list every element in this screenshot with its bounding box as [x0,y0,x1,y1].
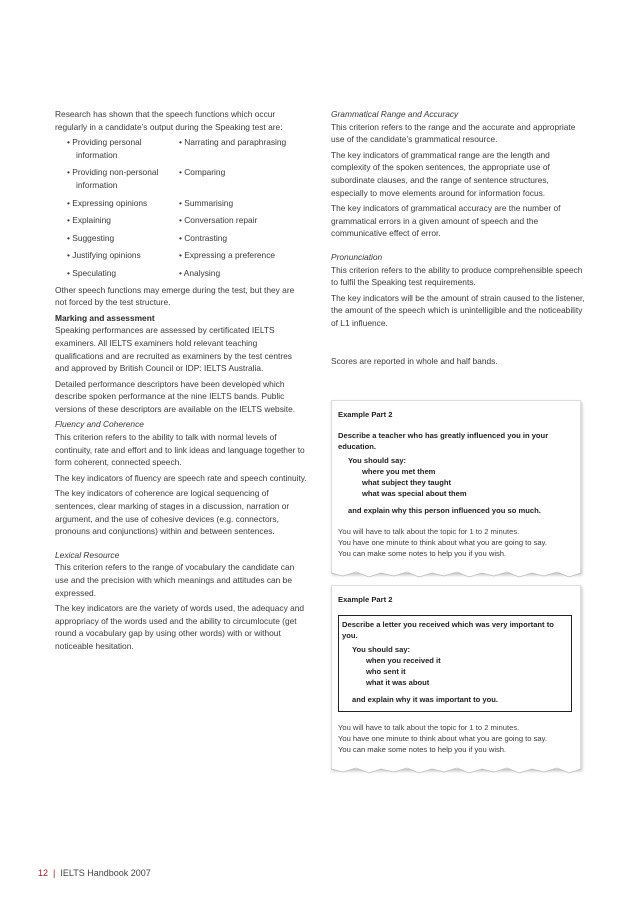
page-footer [38,867,151,880]
grammar-paragraph-3: The key indicators of grammatical accuracy are the number of grammatical errors in a given amount of speech and the communicative effect of error. [331,203,561,239]
speech-functions-list [67,136,307,279]
card-note: You have one minute to think about what you are going to say. [338,734,547,743]
card-note: You can make some notes to help you if you wish. [338,745,507,754]
scores-note: Scores are reported in whole and half bands. [331,355,498,366]
card-title: Example Part 2 [338,595,393,604]
card-task: Describe a letter you received which was very important to you. [342,620,554,640]
grammar-paragraph-2: The key indicators of grammatical range are the length and complexity of the spoken sentences, the appropriate use of subordinate clauses, and the range of sentence structures, especially to move elements around for information focus. [331,149,550,198]
intro-paragraph: Research has shown that the speech functions which occur regularly in a candidate’s output during the Speaking test are: [55,109,283,132]
card-point: when you received it [366,656,441,665]
marking-heading: Marking and assessment [55,312,155,323]
card-point: who sent it [366,667,406,676]
grammar-heading: Grammatical Range and Accuracy [331,109,459,119]
list-item: • Suggesting [67,232,115,243]
list-item: • Narrating and paraphrasing [179,137,287,148]
list-item: • Explaining [67,215,111,226]
lexical-heading: Lexical Resource [55,549,120,560]
torn-edge-decoration [331,571,581,579]
list-item: • Speculating [67,267,117,278]
example-card-2 [331,585,581,769]
card-note: You have one minute to think about what you are going to say. [338,538,547,547]
marking-paragraph-2: Detailed performance descriptors have been developed which describe spoken performance at the nine IELTS bands. Public versions of these descriptors are available on the IELTS website. [55,378,296,414]
list-item: • Providing personal information [67,137,142,160]
footer-title: IELTS Handbook 2007 [60,868,151,878]
footer-divider: | [53,868,56,878]
card-task: Describe a teacher who has greatly influenced you in your education. [338,431,549,451]
card-point: where you met them [362,467,436,476]
right-column [331,108,586,370]
pronunciation-paragraph-2: The key indicators will be the amount of strain caused to the listener, the amount of the speech which is unintelligible and the noticeability of L1 influence. [331,292,585,328]
left-column [55,108,307,656]
card-note: You will have to talk about the topic for 1 to 2 minutes. [338,527,520,536]
card-note: You will have to talk about the topic for 1 to 2 minutes. [338,723,520,732]
example-card-1 [331,400,581,573]
page-number: 12 [38,868,49,878]
list-item: • Summarising [179,197,234,208]
card-note: You can make some notes to help you if you wish. [338,549,507,558]
torn-edge-decoration [331,767,581,775]
pronunciation-paragraph-1: This criterion refers to the ability to produce comprehensible speech to fulfil the Speaking test requirements. [331,264,583,288]
pronunciation-heading: Pronunciation [331,251,383,262]
card-point: what subject they taught [362,478,452,487]
fluency-heading: Fluency and Coherence [55,419,144,430]
list-item: • Expressing a preference [179,250,276,261]
lexical-paragraph-1: This criterion refers to the range of vocabulary the candidate can use and the precision with which meanings and attitudes can be expressed. [55,562,295,598]
fluency-paragraph-2: The key indicators of fluency are speech rate and speech continuity. [55,472,307,483]
other-functions-paragraph: Other speech functions may emerge during the test, but they are not forced by the test structure. [55,284,295,308]
card-and-explain: and explain why this person influenced you so much. [348,506,541,515]
lexical-paragraph-2: The key indicators are the variety of words used, the adequacy and appropriacy of the words used and the ability to circumlocute (get round a vocabulary gap by using other words) with or without noticeable hesitation. [55,603,305,651]
list-item: • Expressing opinions [67,197,148,208]
list-item: • Justifying opinions [67,250,141,261]
grammar-paragraph-1: This criterion refers to the range and the accurate and appropriate use of the candidate’s grammatical resource. [331,121,576,145]
card-point: what was special about them [362,489,467,498]
list-item: • Comparing [179,167,226,178]
card-title: Example Part 2 [338,410,393,419]
list-item: • Providing non-personal information [67,167,159,190]
card-should-say: You should say: [348,456,407,465]
card-should-say: You should say: [352,645,411,654]
card-point: what it was about [366,678,430,687]
list-item: • Conversation repair [179,215,258,226]
list-item: • Contrasting [179,232,228,243]
card-and-explain: and explain why it was important to you. [352,695,498,704]
card-task-box [338,615,572,712]
list-item: • Analysing [179,267,221,278]
marking-paragraph-1: Speaking performances are assessed by certificated IELTS examiners. All IELTS examiners hold relevant teaching qualifications and are recruited as examiners by the test centres and approved by British Council or IDP: IELTS Australia. [55,325,292,374]
fluency-paragraph-3: The key indicators of coherence are logical sequencing of sentences, clear marking of stages in a discussion, narration or argument, and the use of cohesive devices (e.g. connectors, pronouns and conjunctions) within and between sentences. [55,488,290,537]
fluency-paragraph-1: This criterion refers to the ability to talk with normal levels of continuity, rate and effort and to link ideas and language together to form coherent, connected speech. [55,432,305,468]
